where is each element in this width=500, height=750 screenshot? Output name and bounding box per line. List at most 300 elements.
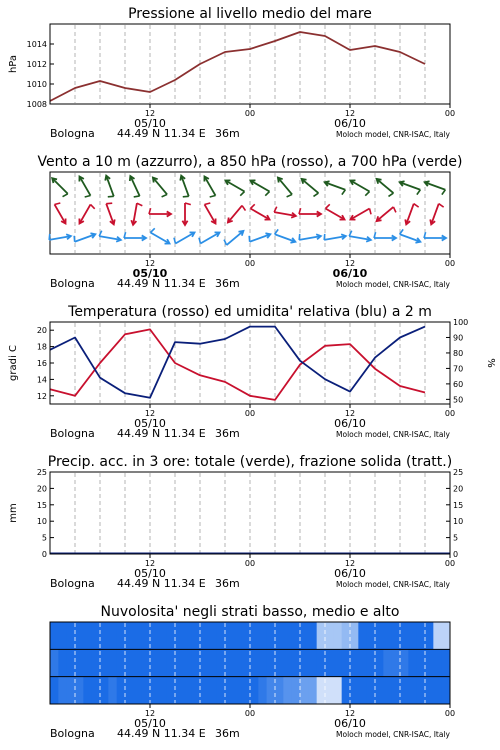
cloud-cell bbox=[333, 622, 342, 649]
cloud-cell bbox=[200, 677, 209, 704]
cloud-cell bbox=[92, 622, 101, 649]
temperature-y-label: 14 bbox=[36, 375, 47, 385]
cloud-cell bbox=[350, 677, 359, 704]
cloud-cell bbox=[175, 622, 184, 649]
cloud-cell bbox=[358, 622, 367, 649]
date-label: 05/10 bbox=[132, 267, 168, 280]
cloud-cell bbox=[275, 677, 284, 704]
cloud-cell bbox=[275, 622, 284, 649]
wind-barb-700 bbox=[153, 178, 167, 197]
cloud-cell bbox=[267, 649, 276, 676]
cloud-cell bbox=[317, 677, 326, 704]
cloud-cell bbox=[142, 677, 151, 704]
humidity-y-label: 100 bbox=[453, 318, 469, 327]
cloud-cell bbox=[258, 649, 267, 676]
wind-barb-850 bbox=[131, 203, 142, 225]
wind-barb-feather bbox=[287, 194, 292, 196]
x-tick-label: 00 bbox=[444, 559, 456, 568]
cloud-cell bbox=[342, 677, 351, 704]
wind-barb-700 bbox=[225, 180, 244, 195]
wind-barb-shaft bbox=[55, 204, 66, 223]
cloud-cell bbox=[358, 649, 367, 676]
cloud-cell bbox=[50, 677, 59, 704]
cloud-cell bbox=[300, 677, 309, 704]
cloud-cell bbox=[283, 622, 292, 649]
wind-barb-feather bbox=[365, 192, 369, 196]
wind-barb-700 bbox=[377, 179, 394, 197]
wind-barb-850 bbox=[106, 203, 114, 224]
wind-barb-10m bbox=[99, 231, 121, 242]
date-label: 06/10 bbox=[332, 267, 368, 280]
cloud-cell bbox=[267, 622, 276, 649]
wind-barb-850 bbox=[274, 207, 296, 218]
cloud-cell bbox=[67, 649, 76, 676]
cloud-cell bbox=[125, 649, 134, 676]
humidity-y-label: 50 bbox=[453, 395, 464, 405]
wind-barb-700 bbox=[278, 178, 292, 197]
cloud-cell bbox=[217, 622, 226, 649]
cloud-cell bbox=[158, 622, 167, 649]
cloud-cell bbox=[333, 649, 342, 676]
wind-barb-850 bbox=[205, 203, 216, 224]
cloud-cell bbox=[58, 622, 67, 649]
x-tick-label: 00 bbox=[244, 409, 256, 418]
cloud-cell bbox=[250, 622, 259, 649]
cloud-cell bbox=[183, 649, 192, 676]
wind-barb-feather bbox=[370, 209, 372, 215]
wind-barb-10m bbox=[150, 228, 169, 243]
wind-barb-700 bbox=[325, 181, 346, 194]
wind-barb-shaft bbox=[228, 206, 242, 223]
cloud-cell bbox=[150, 649, 159, 676]
cloud-cell bbox=[258, 677, 267, 704]
cloud-cell bbox=[133, 677, 142, 704]
temperature-y-label: 18 bbox=[36, 342, 47, 352]
cloud-cell bbox=[275, 649, 284, 676]
cloud-cell bbox=[383, 622, 392, 649]
location-elevation: 36m bbox=[215, 427, 240, 440]
wind-barb-850 bbox=[430, 204, 443, 225]
wind-barb-feather bbox=[210, 196, 216, 198]
model-credit: Moloch model, CNR-ISAC, Italy bbox=[336, 580, 450, 589]
cloud-cell bbox=[167, 622, 176, 649]
cloud-cell bbox=[308, 649, 317, 676]
cloud-cell bbox=[375, 622, 384, 649]
cloud-cell bbox=[233, 677, 242, 704]
cloud-cell bbox=[375, 677, 384, 704]
plot-frame-3 bbox=[50, 472, 450, 554]
wind-barb-shaft bbox=[52, 178, 68, 194]
wind-barb-850 bbox=[55, 203, 66, 224]
wind-barb-feather bbox=[439, 204, 444, 207]
precip-y-label: 0 bbox=[41, 550, 47, 559]
wind-barb-10m bbox=[400, 229, 421, 242]
cloud-cell bbox=[50, 622, 59, 649]
cloud-cell bbox=[250, 677, 259, 704]
date-label: 05/10 bbox=[134, 717, 166, 730]
wind-barb-850 bbox=[325, 204, 344, 219]
precip-y-right-label: 20 bbox=[453, 484, 464, 494]
model-credit: Moloch model, CNR-ISAC, Italy bbox=[336, 130, 450, 139]
precip-y-right-label: 15 bbox=[453, 500, 464, 510]
wind-barb-700 bbox=[79, 176, 90, 197]
cloud-cell bbox=[208, 622, 217, 649]
date-label: 05/10 bbox=[134, 417, 166, 430]
humidity-y-axis-label: % bbox=[485, 358, 496, 368]
cloud-cell bbox=[150, 677, 159, 704]
wind-barb-700 bbox=[350, 180, 369, 195]
cloud-cell bbox=[183, 677, 192, 704]
location-coords: 44.49 N 11.34 E bbox=[117, 277, 206, 290]
humidity-y-label: 90 bbox=[453, 333, 464, 343]
wind-barb-850 bbox=[405, 204, 418, 225]
cloud-cell bbox=[425, 677, 434, 704]
wind-barb-shaft bbox=[80, 176, 91, 195]
wind-barb-feather bbox=[137, 203, 142, 206]
cloud-cell bbox=[242, 649, 251, 676]
pressure-y-label: 1008 bbox=[26, 100, 47, 109]
cloud-cell bbox=[133, 649, 142, 676]
cloud-cell bbox=[100, 649, 109, 676]
humidity-y-label: 70 bbox=[453, 364, 464, 374]
cloud-cell bbox=[250, 649, 259, 676]
date-label: 05/10 bbox=[134, 567, 166, 580]
cloud-cell bbox=[225, 622, 234, 649]
x-tick-label: 00 bbox=[244, 709, 256, 718]
pressure-y-label: 1012 bbox=[26, 60, 47, 69]
cloud-cell bbox=[175, 677, 184, 704]
model-credit: Moloch model, CNR-ISAC, Italy bbox=[336, 430, 450, 439]
cloud-cell bbox=[92, 677, 101, 704]
wind-barb-shaft bbox=[150, 233, 169, 244]
wind-barb-shaft bbox=[80, 204, 91, 223]
cloud-cell bbox=[292, 677, 301, 704]
location-coords: 44.49 N 11.34 E bbox=[117, 577, 206, 590]
wind-barb-feather bbox=[242, 206, 245, 211]
humidity-y-label: 80 bbox=[453, 348, 464, 358]
location-name: Bologna bbox=[50, 277, 95, 290]
cloud-cell bbox=[108, 622, 117, 649]
panel-title-1: Vento a 10 m (azzurro), a 850 hPa (rosso), a 700 hPa (verde) bbox=[37, 154, 463, 170]
wind-barb-10m bbox=[374, 232, 396, 240]
wind-barb-10m bbox=[174, 232, 195, 243]
cloud-cell bbox=[58, 649, 67, 676]
wind-barb-850 bbox=[228, 206, 246, 223]
wind-barb-850 bbox=[377, 207, 396, 221]
cloud-cell bbox=[383, 649, 392, 676]
cloud-cell bbox=[100, 622, 109, 649]
wind-barb-700 bbox=[180, 176, 188, 197]
cloud-cell bbox=[83, 622, 92, 649]
cloud-cell bbox=[125, 622, 134, 649]
cloud-cell bbox=[442, 622, 451, 649]
cloud-cell bbox=[342, 649, 351, 676]
precip-y-right-label: 0 bbox=[453, 550, 459, 559]
temperature-y-axis-label: gradi C bbox=[8, 345, 19, 381]
cloud-cell bbox=[417, 677, 426, 704]
cloud-cell bbox=[117, 649, 126, 676]
cloud-cell bbox=[75, 649, 84, 676]
cloud-cell bbox=[67, 677, 76, 704]
location-elevation: 36m bbox=[215, 277, 240, 290]
wind-barb-feather bbox=[63, 194, 68, 197]
precip-y-label: 20 bbox=[36, 484, 47, 494]
location-coords: 44.49 N 11.34 E bbox=[117, 727, 206, 740]
cloud-cell bbox=[158, 649, 167, 676]
date-label: 05/10 bbox=[134, 117, 166, 130]
cloud-cell bbox=[433, 677, 442, 704]
cloud-cell bbox=[142, 649, 151, 676]
temperature-y-label: 20 bbox=[36, 326, 47, 336]
x-tick-label: 12 bbox=[344, 259, 356, 268]
cloud-cell bbox=[192, 649, 201, 676]
cloud-cell bbox=[142, 622, 151, 649]
location-name: Bologna bbox=[50, 127, 95, 140]
wind-barb-feather bbox=[55, 203, 61, 205]
cloud-cell bbox=[208, 649, 217, 676]
wind-barb-shaft bbox=[227, 231, 244, 245]
date-label: 06/10 bbox=[334, 717, 366, 730]
wind-barb-10m bbox=[74, 233, 95, 241]
cloud-cell bbox=[400, 622, 409, 649]
x-tick-label: 00 bbox=[444, 259, 456, 268]
x-tick-label: 00 bbox=[244, 259, 256, 268]
wind-barb-feather bbox=[324, 234, 325, 240]
x-tick-label: 12 bbox=[144, 109, 156, 118]
cloud-cell bbox=[58, 677, 67, 704]
wind-barb-feather bbox=[134, 196, 140, 197]
wind-barb-shaft bbox=[153, 178, 167, 195]
cloud-cell bbox=[400, 677, 409, 704]
pressure-y-label: 1014 bbox=[26, 40, 47, 49]
x-tick-label: 00 bbox=[444, 109, 456, 118]
x-tick-label: 12 bbox=[144, 259, 156, 268]
cloud-cell bbox=[233, 622, 242, 649]
cloud-cell bbox=[83, 677, 92, 704]
cloud-cell bbox=[392, 649, 401, 676]
cloud-cell bbox=[100, 677, 109, 704]
wind-barb-700 bbox=[250, 180, 269, 195]
wind-barb-700 bbox=[204, 176, 215, 197]
wind-barb-feather bbox=[417, 190, 420, 195]
cloud-cell bbox=[225, 649, 234, 676]
cloud-cell bbox=[292, 649, 301, 676]
precip-y-label: 5 bbox=[41, 533, 47, 543]
location-name: Bologna bbox=[50, 727, 95, 740]
wind-barb-feather bbox=[325, 204, 329, 208]
cloud-cell bbox=[50, 649, 59, 676]
wind-barb-shaft bbox=[205, 176, 216, 195]
cloud-cell bbox=[167, 677, 176, 704]
cloud-cell bbox=[417, 622, 426, 649]
precip-y-label: 25 bbox=[36, 468, 47, 477]
date-label: 06/10 bbox=[334, 567, 366, 580]
cloud-cell bbox=[208, 677, 217, 704]
wind-barb-shaft bbox=[205, 204, 216, 223]
cloud-cell bbox=[67, 622, 76, 649]
wind-barb-feather bbox=[85, 196, 91, 198]
wind-barb-shaft bbox=[302, 179, 319, 193]
wind-barb-10m bbox=[249, 233, 270, 241]
cloud-cell bbox=[283, 677, 292, 704]
cloud-cell bbox=[217, 677, 226, 704]
cloud-cell bbox=[375, 649, 384, 676]
wind-barb-850 bbox=[299, 208, 321, 216]
cloud-cell bbox=[75, 677, 84, 704]
location-name: Bologna bbox=[50, 577, 95, 590]
x-tick-label: 12 bbox=[144, 409, 156, 418]
x-tick-label: 12 bbox=[144, 559, 156, 568]
wind-barb-feather bbox=[265, 192, 269, 196]
wind-barb-10m bbox=[124, 232, 146, 240]
cloud-cell bbox=[433, 649, 442, 676]
cloud-cell bbox=[150, 622, 159, 649]
wind-barb-feather bbox=[388, 193, 393, 196]
cloud-cell bbox=[308, 622, 317, 649]
cloud-cell bbox=[367, 622, 376, 649]
wind-barb-feather bbox=[393, 207, 395, 212]
wind-barb-shaft bbox=[377, 179, 394, 193]
wind-barb-10m bbox=[224, 231, 243, 245]
cloud-cell bbox=[367, 649, 376, 676]
wind-barb-10m bbox=[49, 234, 71, 240]
date-label: 06/10 bbox=[334, 117, 366, 130]
cloud-cell bbox=[183, 622, 192, 649]
cloud-cell bbox=[292, 622, 301, 649]
wind-barb-shaft bbox=[175, 233, 194, 244]
wind-barb-10m bbox=[199, 232, 220, 243]
cloud-cell bbox=[167, 649, 176, 676]
cloud-cell bbox=[325, 622, 334, 649]
cloud-cell bbox=[108, 677, 117, 704]
cloud-cell bbox=[425, 649, 434, 676]
plot-frame-2 bbox=[50, 322, 450, 404]
wind-barb-feather bbox=[414, 204, 419, 207]
cloud-cell bbox=[158, 677, 167, 704]
wind-barb-700 bbox=[105, 176, 113, 197]
panel-title-2: Temperatura (rosso) ed umidita' relativa (blu) a 2 m bbox=[68, 304, 432, 320]
cloud-cell bbox=[408, 622, 417, 649]
x-tick-label: 12 bbox=[344, 709, 356, 718]
location-coords: 44.49 N 11.34 E bbox=[117, 127, 206, 140]
x-tick-label: 12 bbox=[144, 709, 156, 718]
wind-barb-10m bbox=[324, 234, 346, 240]
cloud-cell bbox=[400, 649, 409, 676]
x-tick-label: 00 bbox=[244, 559, 256, 568]
location-elevation: 36m bbox=[215, 727, 240, 740]
cloud-cell bbox=[75, 622, 84, 649]
wind-barb-850 bbox=[250, 204, 269, 219]
panel-title-4: Nuvolosita' negli strati basso, medio e alto bbox=[100, 604, 400, 620]
cloud-cell bbox=[350, 622, 359, 649]
wind-barb-10m bbox=[299, 234, 321, 240]
cloud-cell bbox=[225, 677, 234, 704]
cloud-cell bbox=[367, 677, 376, 704]
cloud-cell bbox=[83, 649, 92, 676]
precip-y-label: 10 bbox=[36, 517, 47, 527]
wind-barb-feather bbox=[150, 228, 154, 232]
pressure-series-line bbox=[50, 32, 425, 101]
cloud-cell bbox=[300, 622, 309, 649]
cloud-cell bbox=[308, 677, 317, 704]
wind-barb-shaft bbox=[350, 209, 369, 220]
x-tick-label: 00 bbox=[444, 409, 456, 418]
wind-barb-shaft bbox=[250, 181, 269, 192]
location-elevation: 36m bbox=[215, 577, 240, 590]
wind-barb-shaft bbox=[225, 181, 244, 192]
wind-barb-feather bbox=[250, 204, 254, 208]
wind-barb-feather bbox=[49, 234, 50, 240]
cloud-cell bbox=[108, 649, 117, 676]
wind-barb-10m bbox=[349, 231, 371, 242]
cloud-cell bbox=[317, 622, 326, 649]
wind-barb-shaft bbox=[350, 181, 369, 192]
cloud-cell bbox=[408, 677, 417, 704]
cloud-cell bbox=[92, 649, 101, 676]
cloud-cell bbox=[117, 677, 126, 704]
wind-barb-10m bbox=[424, 232, 446, 240]
wind-barb-850 bbox=[149, 208, 171, 216]
wind-barb-feather bbox=[342, 190, 345, 195]
panel-title-0: Pressione al livello medio del mare bbox=[128, 6, 372, 22]
cloud-cell bbox=[342, 622, 351, 649]
cloud-cell bbox=[200, 649, 209, 676]
wind-barb-700 bbox=[400, 181, 421, 194]
cloud-cell bbox=[125, 677, 134, 704]
x-tick-label: 00 bbox=[244, 109, 256, 118]
precip-y-label: 15 bbox=[36, 500, 47, 510]
precip-y-axis-label: mm bbox=[8, 503, 19, 523]
cloud-cell bbox=[192, 677, 201, 704]
cloud-cell bbox=[283, 649, 292, 676]
cloud-cell bbox=[392, 677, 401, 704]
wind-barb-feather bbox=[162, 194, 167, 196]
pressure-y-axis-label: hPa bbox=[8, 54, 19, 74]
wind-barb-700 bbox=[302, 179, 319, 197]
cloud-cell bbox=[192, 622, 201, 649]
wind-barb-850 bbox=[350, 209, 371, 220]
cloud-cell bbox=[242, 677, 251, 704]
wind-barb-700 bbox=[130, 176, 140, 197]
cloud-cell bbox=[383, 677, 392, 704]
precip-y-right-label: 25 bbox=[453, 468, 464, 477]
precip-y-right-label: 5 bbox=[453, 533, 459, 543]
wind-barb-700 bbox=[425, 181, 446, 194]
cloud-cell bbox=[267, 677, 276, 704]
cloud-cell bbox=[317, 649, 326, 676]
wind-barb-feather bbox=[299, 234, 300, 240]
cloud-cell bbox=[117, 622, 126, 649]
wind-barb-shaft bbox=[130, 176, 139, 196]
model-credit: Moloch model, CNR-ISAC, Italy bbox=[336, 730, 450, 739]
wind-barb-shaft bbox=[250, 209, 269, 220]
wind-barb-shaft bbox=[278, 178, 292, 195]
wind-barb-feather bbox=[224, 240, 226, 245]
date-label: 06/10 bbox=[334, 417, 366, 430]
cloud-cell bbox=[442, 677, 451, 704]
cloud-cell bbox=[417, 649, 426, 676]
cloud-cell bbox=[392, 622, 401, 649]
wind-barb-10m bbox=[275, 229, 296, 242]
cloud-cell bbox=[217, 649, 226, 676]
cloud-cell bbox=[325, 677, 334, 704]
cloud-cell bbox=[300, 649, 309, 676]
x-tick-label: 00 bbox=[444, 709, 456, 718]
precip-y-right-label: 10 bbox=[453, 517, 464, 527]
cloud-cell bbox=[258, 622, 267, 649]
cloud-cell bbox=[408, 649, 417, 676]
x-tick-label: 12 bbox=[344, 409, 356, 418]
